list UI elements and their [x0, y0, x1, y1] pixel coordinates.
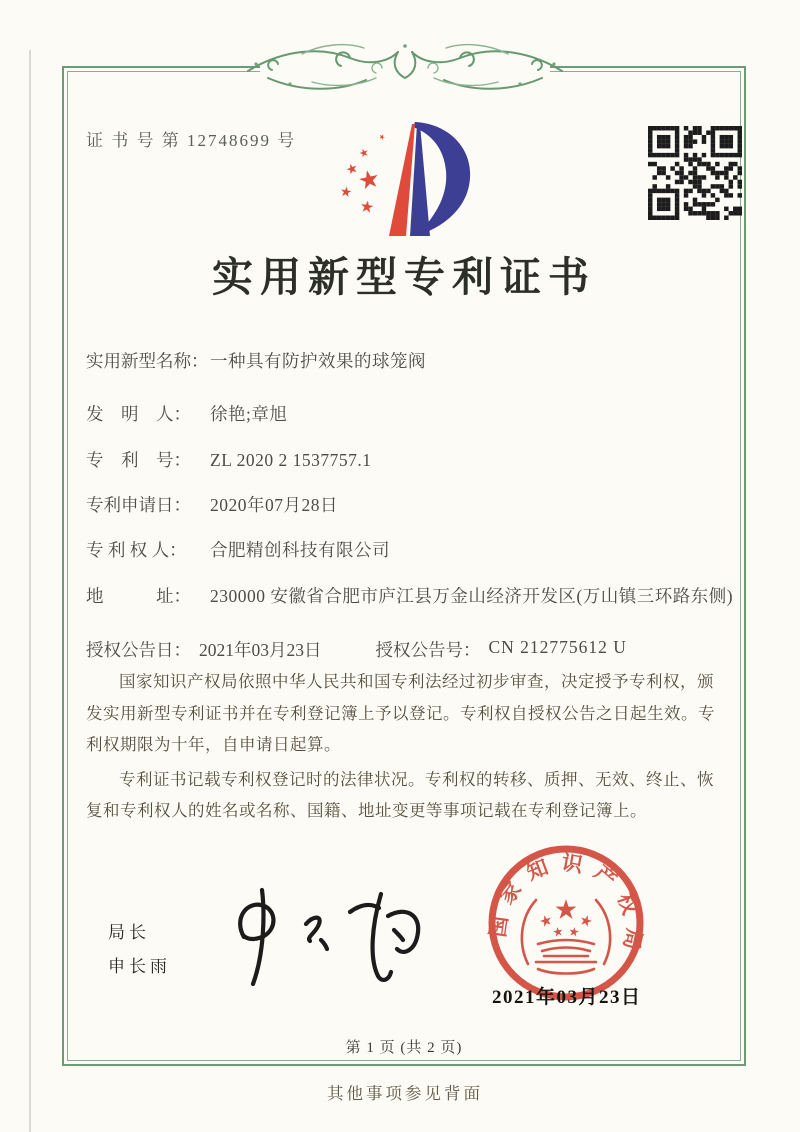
grant-date-label: 授权公告日： [86, 640, 191, 660]
page-number: 第 1 页 (共 2 页) [345, 1040, 463, 1056]
field-row-name [86, 348, 734, 374]
officer-name: 申长雨 [108, 957, 171, 976]
field-label: 实用新型名称： [86, 351, 209, 371]
officer-title: 局长 [108, 923, 150, 942]
field-label: 专利申请日： [86, 495, 191, 515]
field-label: 发 明 人： [86, 404, 191, 424]
qr-code [648, 126, 744, 222]
field-value: 徐艳;章旭 [210, 404, 288, 424]
field-value: 合肥精创科技有限公司 [210, 540, 390, 560]
field-label: 专 利 号： [86, 450, 191, 470]
field-value: 一种具有防护效果的球笼阀 [210, 351, 426, 371]
field-row-patentee [86, 537, 734, 563]
cnipa-logo-icon [333, 110, 483, 242]
paragraph-grant-statement: 国家知识产权局依照中华人民共和国专利法经过初步审查，决定授予专利权，颁发实用新型专利证书并在专利登记簿上予以登记。专利权自授权公告之日起生效。专利权期限为十年，自申请日起算。 [86, 672, 715, 754]
field-row-patent-no [86, 447, 734, 473]
seal-ring-text: 国家知识产权局 [485, 850, 647, 963]
certificate-number: 证 书 号 第 12748699 号 [86, 131, 297, 150]
field-label: 地 址： [86, 586, 191, 606]
grant-no-label: 授权公告号： [375, 640, 481, 660]
paragraph-register-statement: 专利证书记载专利权登记时的法律状况。专利权的转移、质押、无效、终止、恢复和专利权人的姓名或名称、国籍、地址变更等事项记载在专利登记簿上。 [86, 769, 714, 820]
field-label: 专 利 权 人： [86, 540, 187, 560]
field-value: 230000 安徽省合肥市庐江县万金山经济开发区(万山镇三环路东侧) [210, 586, 734, 606]
scan-edge-line [29, 50, 31, 1132]
signature-icon [218, 880, 433, 992]
field-row-address [86, 583, 734, 609]
field-value: 2020年07月28日 [210, 495, 338, 515]
field-row-filing-date [86, 492, 734, 518]
grant-date-value: 2021年03月23日 [199, 640, 322, 660]
field-row-grant [86, 637, 627, 662]
seal-date: 2021年03月23日 [492, 987, 642, 1008]
grant-no-value: CN 212775612 U [488, 637, 627, 657]
field-value: ZL 2020 2 1537757.1 [210, 450, 372, 470]
top-ornament-icon [242, 34, 568, 108]
legal-text-block [86, 666, 720, 830]
back-note: 其他事项参见背面 [327, 1084, 483, 1103]
certificate-title: 实用新型专利证书 [212, 254, 596, 300]
field-row-inventor [86, 401, 734, 427]
